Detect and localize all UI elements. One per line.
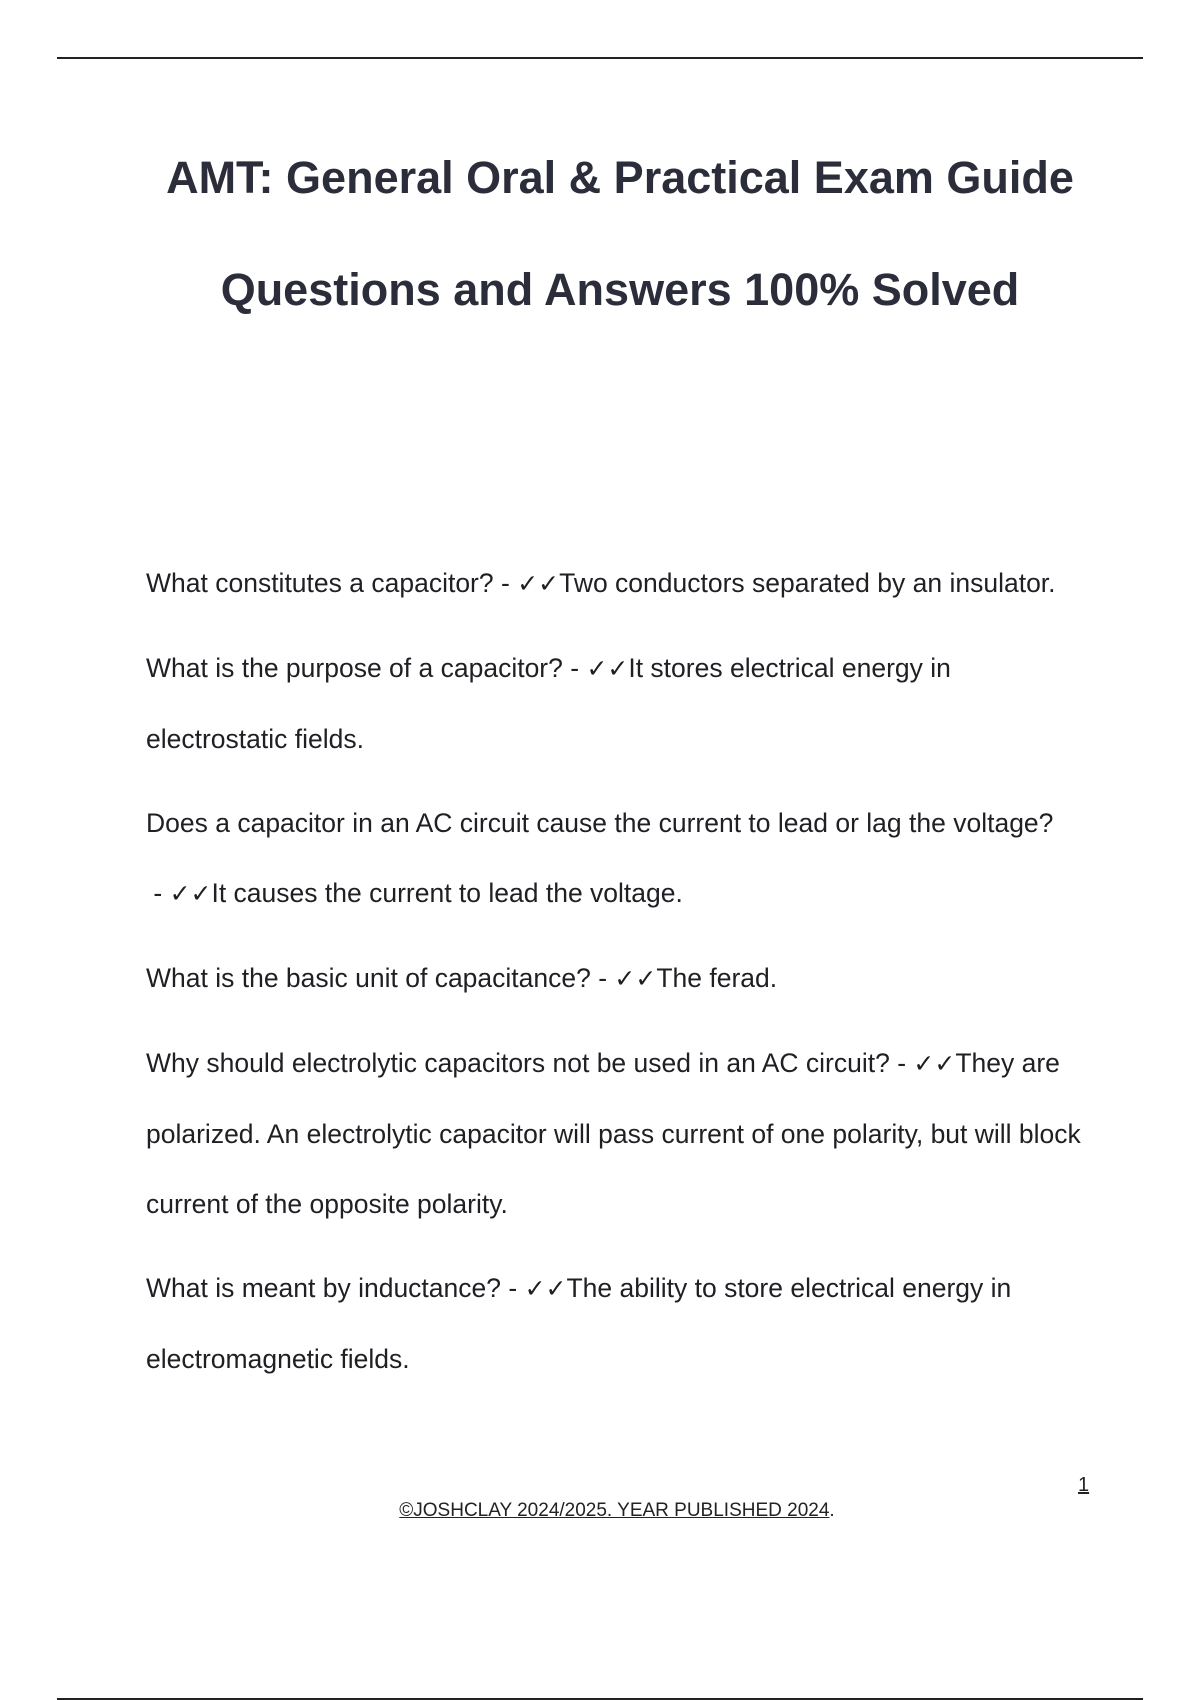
question-text: What is meant by inductance? [146,1273,501,1303]
answer-text: It causes the current to lead the voltage. [211,878,683,908]
double-check-icon: ✓✓ [614,964,657,993]
footer-period: . [829,1500,835,1521]
qa-item [146,548,1086,619]
qa-item [146,633,1086,774]
answer-text: Two conductors separated by an insulator. [559,568,1056,598]
double-check-icon: ✓✓ [169,879,212,908]
qa-item [146,1253,1086,1394]
qa-item [146,943,1086,1014]
qa-item [146,788,1086,929]
footer [0,1500,1200,1522]
qa-list [146,548,1086,1394]
question-text: What is the basic unit of capacitance? [146,963,591,993]
double-check-icon: ✓✓ [524,1274,567,1303]
double-check-icon: ✓✓ [517,569,560,598]
double-check-icon: ✓✓ [586,654,629,683]
answer-text: It stores electrical energy in electrostatic fields. [146,653,951,754]
document-title: AMT: General Oral & Practical Exam Guide Questions and Answers 100% Solved [166,152,1074,315]
double-check-icon: ✓✓ [913,1049,956,1078]
page-number: 1 [1078,1474,1090,1496]
question-text: Why should electrolytic capacitors not be used in an AC circuit? [146,1048,890,1078]
separator: - [889,1048,914,1078]
separator: - [493,568,518,598]
separator: - [501,1273,525,1303]
separator: - [146,878,170,908]
separator: - [562,653,587,683]
question-text: What constitutes a capacitor? [146,568,494,598]
answer-text: The ability to store electrical energy in electromagnetic fields. [146,1273,1012,1374]
separator: - [590,963,615,993]
question-text: Does a capacitor in an AC circuit cause the current to lead or lag the voltage? [146,808,1054,838]
footer-copyright: ©JOSHCLAY 2024/2025. YEAR PUBLISHED 2024 [399,1500,830,1521]
qa-item [146,1028,1086,1239]
top-rule [57,57,1143,59]
answer-text: The ferad. [656,963,778,993]
answer-text: They are polarized. An electrolytic capacitor will pass current of one polarity, but will block current of the opposite polarity. [146,1048,1081,1219]
question-text: What is the purpose of a capacitor? [146,653,563,683]
